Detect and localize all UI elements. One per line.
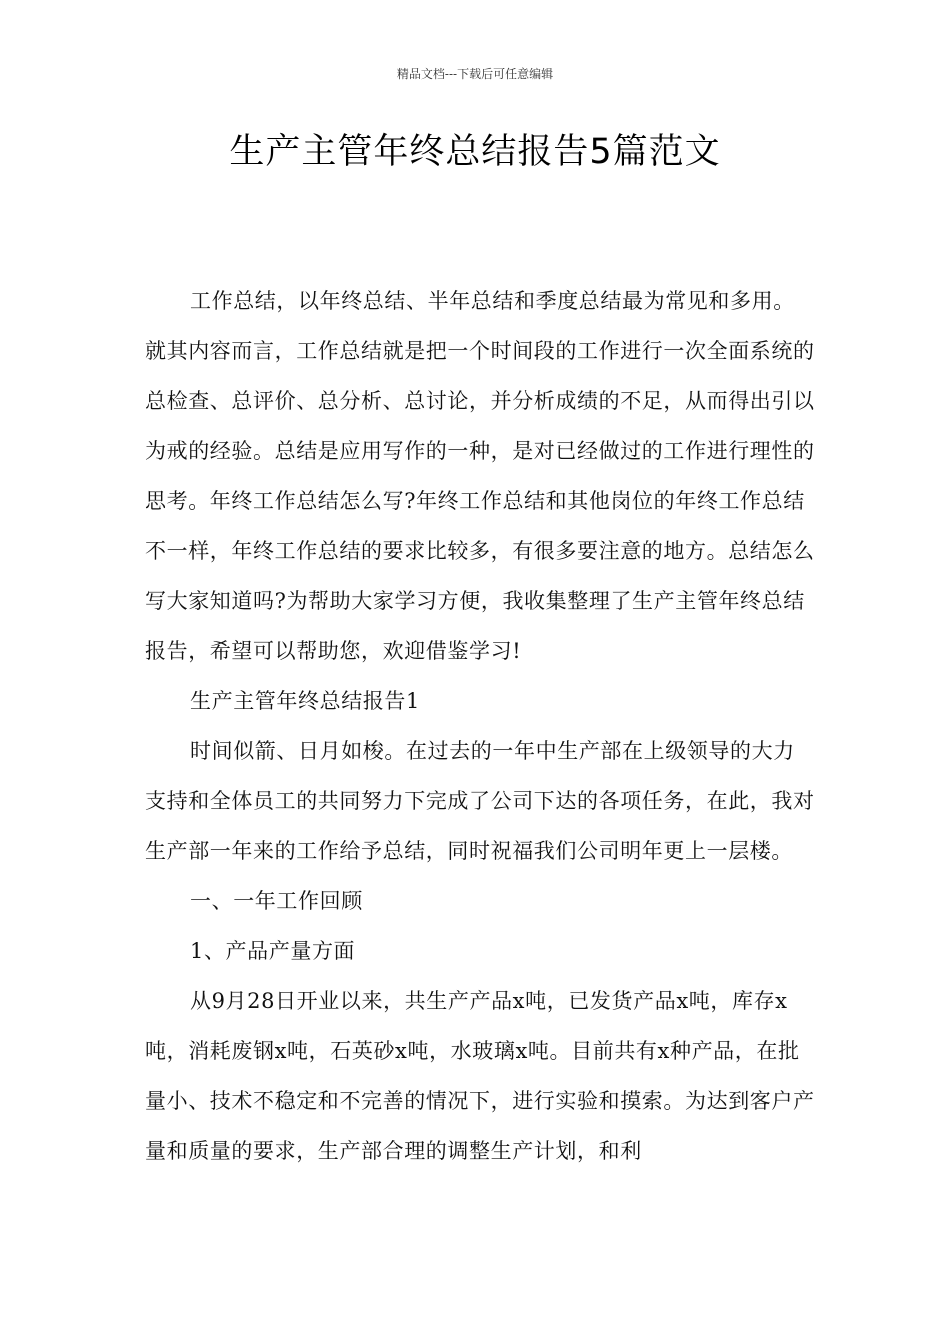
report-heading: 生产主管年终总结报告1 — [190, 689, 420, 713]
header-note: 精品文档---下载后可任意编辑 — [396, 67, 554, 81]
body-paragraph: 从9月28日开业以来，共生产产品x吨，已发货产品x吨，库存x吨，消耗废钢x吨，石英砂x吨，水玻璃x吨。目前共有x种产品，在批量小、技术不稳定和不完善的情况下，进行实验和摸索。为达到客户产量和质量的要求，生产部合理的调整生产计划，和利 — [145, 989, 815, 1163]
intro-paragraph: 工作总结，以年终总结、半年总结和季度总结最为常见和多用。就其内容而言，工作总结就是把一个时间段的工作进行一次全面系统的总检查、总评价、总分析、总讨论，并分析成绩的不足，从而得出引以为戒的经验。总结是应用写作的一种，是对已经做过的工作进行理性的思考。年终工作总结怎么写?年终工作总结和其他岗位的年终工作总结不一样，年终工作总结的要求比较多，有很多要注意的地方。总结怎么写大家知道吗?为帮助大家学习方便，我收集整理了生产主管年终总结报告，希望可以帮助您，欢迎借鉴学习! — [145, 289, 815, 663]
document-title: 生产主管年终总结报告5篇范文 — [229, 132, 721, 172]
subsection-heading: 1、产品产量方面 — [190, 939, 356, 963]
body-paragraph: 时间似箭、日月如梭。在过去的一年中生产部在上级领导的大力支持和全体员工的共同努力下完成了公司下达的各项任务，在此，我对生产部一年来的工作给予总结，同时祝福我们公司明年更上一层楼。 — [145, 739, 815, 863]
section-heading: 一、一年工作回顾 — [190, 889, 363, 913]
document-body — [145, 276, 815, 1176]
